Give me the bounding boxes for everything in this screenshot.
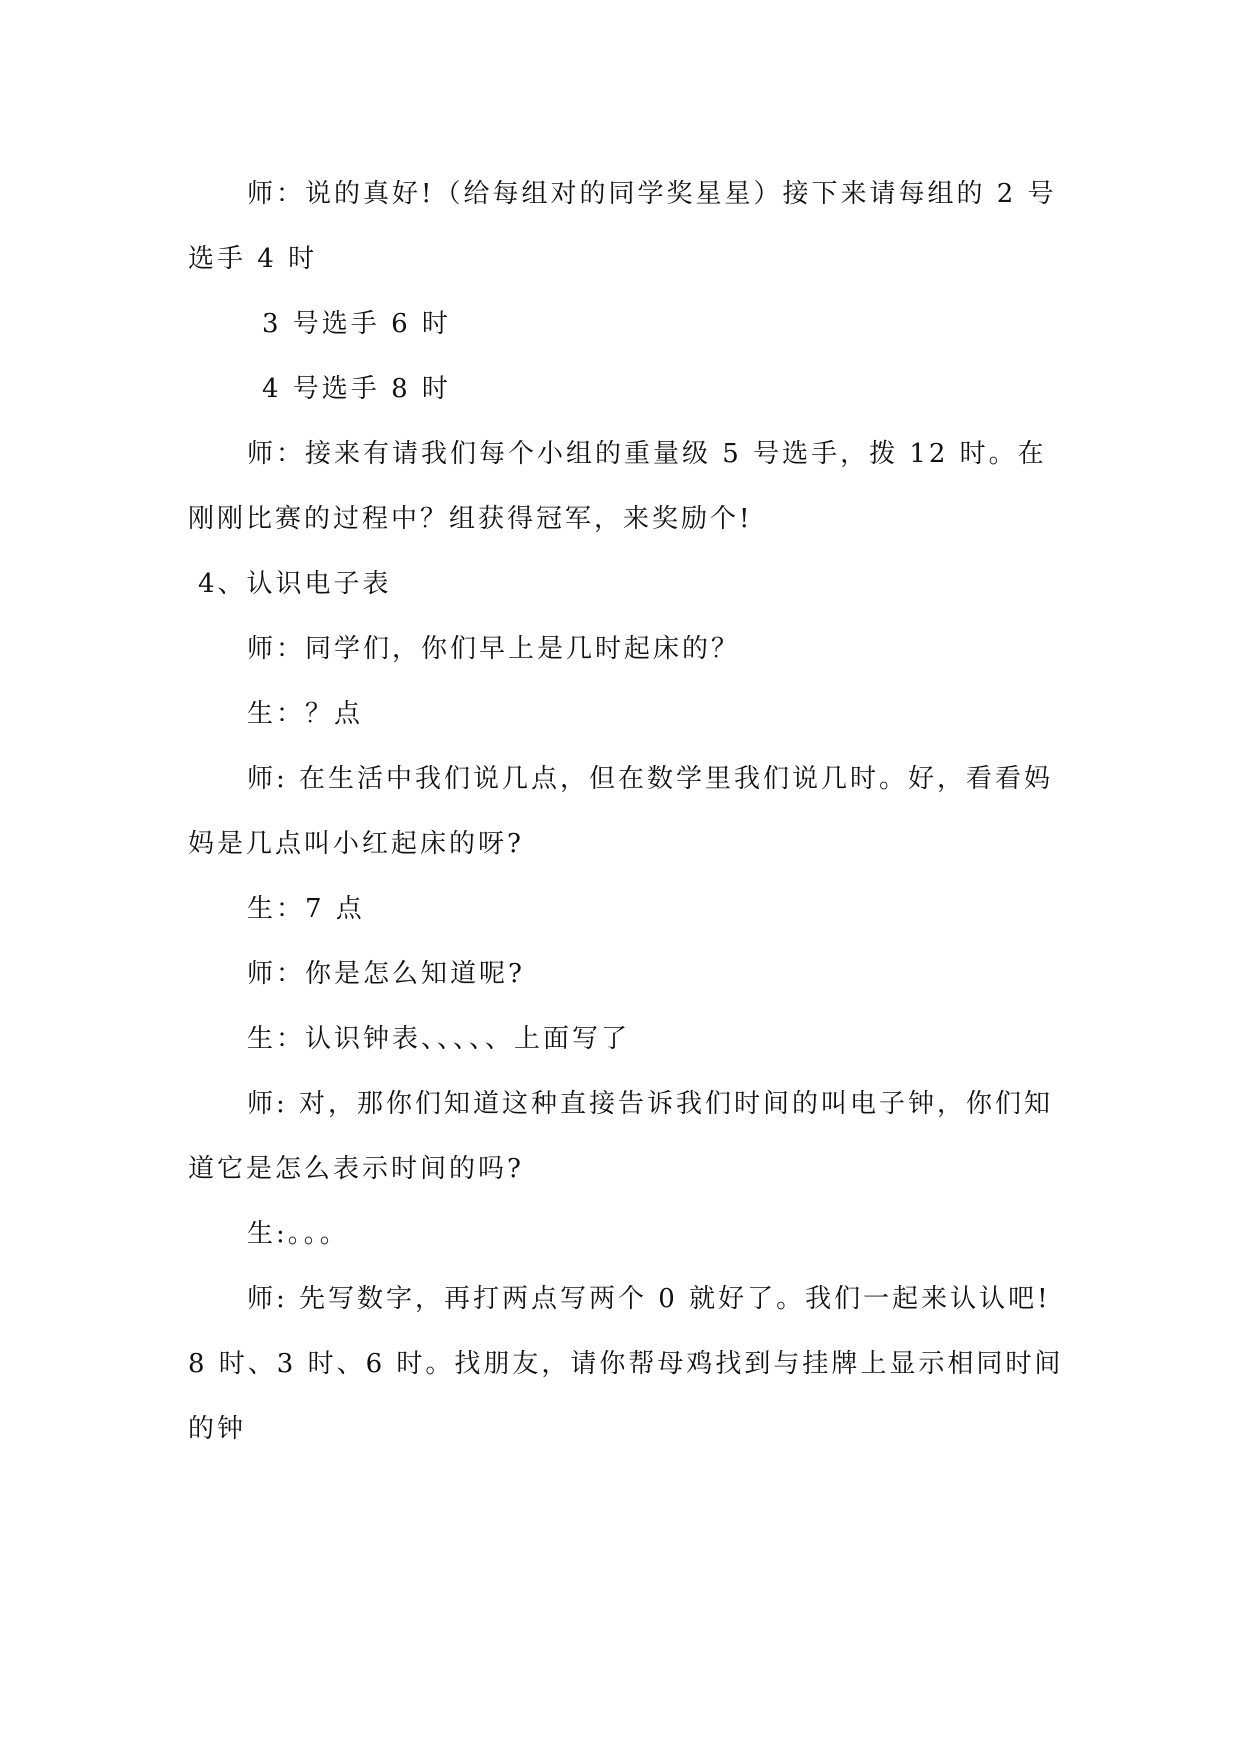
paragraph-player-5: 师：接来有请我们每个小组的重量级 5 号选手，拨 12 时。在刚刚比赛的过程中？组获得冠军，来奖励个!	[188, 439, 1047, 534]
paragraph-player-3: 3 号选手 6 时	[262, 309, 451, 339]
paragraph-teacher-write-time: 师: 先写数字，再打两点写两个 0 就好了。我们一起来认认吧! 8 时、3 时、6 时。找朋友，请你帮母鸡找到与挂牌上显示相同时间的钟	[188, 1284, 1064, 1444]
paragraph-student-answer-1: 生：？点	[247, 699, 364, 729]
paragraph-teacher-explain: 师: 在生活中我们说几点，但在数学里我们说几时。好，看看妈妈是几点叫小红起床的呀?	[188, 764, 1054, 859]
paragraph-student-answer-2: 生：7 点	[247, 894, 365, 924]
paragraph-student-answer-3: 生：认识钟表、、、、、上面写了	[247, 1024, 631, 1054]
section-heading-electronic-clock: 4、认识电子表	[198, 569, 392, 599]
paragraph-teacher-electronic-clock: 师: 对，那你们知道这种直接告诉我们时间的叫电子钟，你们知道它是怎么表示时间的吗?	[188, 1089, 1054, 1184]
paragraph-student-answer-4: 生:。。。	[247, 1219, 349, 1249]
paragraph-player-4: 4 号选手 8 时	[262, 374, 451, 404]
paragraph-teacher-praise: 师：说的真好!（给每组对的同学奖星星）接下来请每组的 2 号选手 4 时	[188, 179, 1057, 274]
paragraph-teacher-question-wakeup: 师：同学们，你们早上是几时起床的？	[247, 634, 741, 664]
document-body	[188, 162, 1068, 1462]
paragraph-teacher-how: 师：你是怎么知道呢?	[247, 959, 525, 989]
